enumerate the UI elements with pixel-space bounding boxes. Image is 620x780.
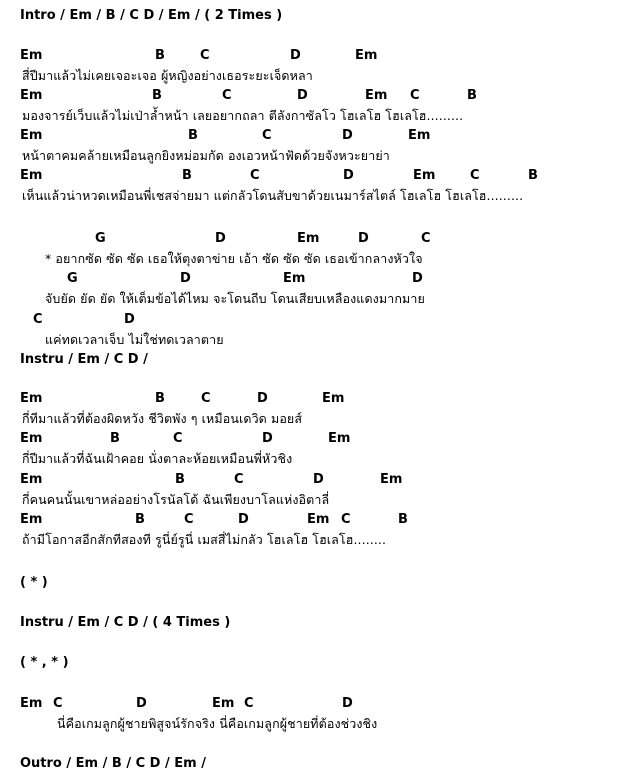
chorus-chord-line-3 — [0, 311, 620, 329]
lyric-text: แค่ทดเวลาเจ็บ ไม่ใช่ทดเวลาตาย — [45, 332, 224, 347]
bridge-lyric-line — [0, 715, 620, 733]
lyric-text: มองจารย์เว็บแล้วไม่เป่าล้ำหน้า เลยอยากถลา ตีลังกาซัลโว โฮเลโฮ โฮเลโฮ......... — [22, 108, 464, 123]
chord: G — [67, 271, 78, 286]
chord: Em — [380, 472, 403, 487]
lyric-text: กี่คนคนนั้นเขาหล่ออย่างโรนัลโด้ ฉันเพียงบาโลแห่งอิตาลี่ — [22, 492, 330, 507]
intro-text: Intro / Em / B / C D / Em / ( 2 Times ) — [20, 8, 283, 23]
chord: D — [290, 48, 301, 63]
chord: C — [470, 168, 480, 183]
chord: Em — [328, 431, 351, 446]
lyric-text: ถ้ามีโอกาสอีกสักทีสองที รูนี่ย์รูนี่ เมสสี่ไม่กลัว โฮเลโฮ โฮเลโฮ........ — [22, 532, 387, 547]
chord: B — [528, 168, 538, 183]
chord: C — [262, 128, 272, 143]
chord: C — [33, 312, 43, 327]
chord: C — [234, 472, 244, 487]
verse2-chord-line-3 — [0, 471, 620, 489]
lyric-text: หน้าตาคมคล้ายเหมือนลูกยิงหม่อมกัด องเอวหน้าฟัดด้วยจังหวะยาย่า — [22, 148, 390, 163]
lyric-text: กี่ทีมาแล้วที่ต้องผิดหวัง ชีวิตพัง ๆ เหมือนเดวิด มอยส์ — [22, 411, 303, 426]
chord: D — [136, 696, 147, 711]
chord: Em — [20, 168, 43, 183]
chord: B — [467, 88, 477, 103]
chord: C — [222, 88, 232, 103]
lyric-text: เห็นแล้วน่าหวดเหมือนพี่เชสจ่ายมา แต่กลัวโดนสับขาด้วยเนมาร์สไตล์ โฮเลโฮ โฮเลโฮ......... — [22, 188, 524, 203]
chord: C — [200, 48, 210, 63]
outro-text: Outro / Em / B / C D / Em / — [20, 756, 206, 771]
chord: Em — [283, 271, 306, 286]
chord: Em — [322, 391, 345, 406]
repeat-chorus-line-1 — [0, 574, 620, 592]
chord: D — [238, 512, 249, 527]
instru-line-2 — [0, 614, 620, 632]
lyric-text: * อยากซัด ซัด ซัด เธอให้ตุงตาข่าย เอ้า ซัด ซัด ซัด เธอเข้ากลางหัวใจ — [45, 251, 423, 266]
chord: B — [135, 512, 145, 527]
verse1-lyric-line-1 — [0, 67, 620, 85]
instru-text: Instru / Em / C D / — [20, 352, 148, 367]
instru-text: Instru / Em / C D / ( 4 Times ) — [20, 615, 231, 630]
chord: B — [152, 88, 162, 103]
verse1-lyric-line-4 — [0, 187, 620, 205]
chord: Em — [20, 472, 43, 487]
verse2-lyric-line-1 — [0, 410, 620, 428]
chord: C — [184, 512, 194, 527]
verse2-chord-line-1 — [0, 390, 620, 408]
chord: Em — [20, 512, 43, 527]
verse1-chord-line-1 — [0, 47, 620, 65]
chord: B — [182, 168, 192, 183]
intro-line — [0, 7, 620, 25]
chorus-chord-line-1 — [0, 230, 620, 248]
chord: Em — [297, 231, 320, 246]
chord: C — [341, 512, 351, 527]
verse1-chord-line-2 — [0, 87, 620, 105]
chord: Em — [355, 48, 378, 63]
chord: Em — [212, 696, 235, 711]
chord: D — [313, 472, 324, 487]
chord: D — [257, 391, 268, 406]
chord: C — [410, 88, 420, 103]
instru-line-1 — [0, 351, 620, 369]
chord: B — [188, 128, 198, 143]
verse2-chord-line-2 — [0, 430, 620, 448]
chord: C — [201, 391, 211, 406]
chord: D — [124, 312, 135, 327]
chord: B — [110, 431, 120, 446]
chord: D — [412, 271, 423, 286]
chord: D — [343, 168, 354, 183]
verse2-chord-line-4 — [0, 511, 620, 529]
lyric-text: กี่ปีมาแล้วที่ฉันเฝ้าคอย นั่งตาละห้อยเหมือนพี่หัวชิง — [22, 451, 293, 466]
verse2-lyric-line-3 — [0, 491, 620, 509]
repeat-text: ( * , * ) — [20, 655, 69, 670]
chorus-chord-line-2 — [0, 270, 620, 288]
chord: C — [421, 231, 431, 246]
chord: B — [155, 48, 165, 63]
chorus-lyric-line-3 — [0, 331, 620, 349]
chord: B — [398, 512, 408, 527]
chord: C — [53, 696, 63, 711]
verse1-lyric-line-2 — [0, 107, 620, 125]
verse2-lyric-line-2 — [0, 450, 620, 468]
chord: D — [180, 271, 191, 286]
chord: D — [215, 231, 226, 246]
repeat-chorus-line-2 — [0, 654, 620, 672]
bridge-chord-line — [0, 695, 620, 713]
chord: Em — [413, 168, 436, 183]
chord: B — [155, 391, 165, 406]
chord: C — [244, 696, 254, 711]
chord: G — [95, 231, 106, 246]
verse1-chord-line-4 — [0, 167, 620, 185]
chord: Em — [408, 128, 431, 143]
chord: D — [342, 696, 353, 711]
chord: Em — [307, 512, 330, 527]
chord: Em — [20, 128, 43, 143]
chord: Em — [20, 391, 43, 406]
chord: D — [262, 431, 273, 446]
verse2-lyric-line-4 — [0, 531, 620, 549]
lyric-text: จับยัด ยัด ยัด ให้เต็มข้อได้ไหม จะโดนถีบ โดนเสียบเหลืองแดงมากมาย — [45, 291, 425, 306]
chord: D — [342, 128, 353, 143]
chord: C — [173, 431, 183, 446]
chord: Em — [365, 88, 388, 103]
chord: D — [358, 231, 369, 246]
chord: Em — [20, 48, 43, 63]
chord: Em — [20, 696, 43, 711]
chorus-lyric-line-1 — [0, 250, 620, 268]
chord: D — [297, 88, 308, 103]
outro-line — [0, 755, 620, 773]
chorus-lyric-line-2 — [0, 290, 620, 308]
chord: Em — [20, 88, 43, 103]
verse1-lyric-line-3 — [0, 147, 620, 165]
chord: B — [175, 472, 185, 487]
chord: Em — [20, 431, 43, 446]
lyric-text: สี่ปีมาแล้วไม่เคยเจอะเจอ ผู้หญิงอย่างเธอระยะเจ็ดหลา — [22, 68, 313, 83]
verse1-chord-line-3 — [0, 127, 620, 145]
repeat-text: ( * ) — [20, 575, 48, 590]
lyric-text: นี่คือเกมลูกผู้ชายพิสูจน์รักจริง นี่คือเกมลูกผู้ชายที่ต้องช่วงชิง — [57, 716, 378, 731]
chord: C — [250, 168, 260, 183]
